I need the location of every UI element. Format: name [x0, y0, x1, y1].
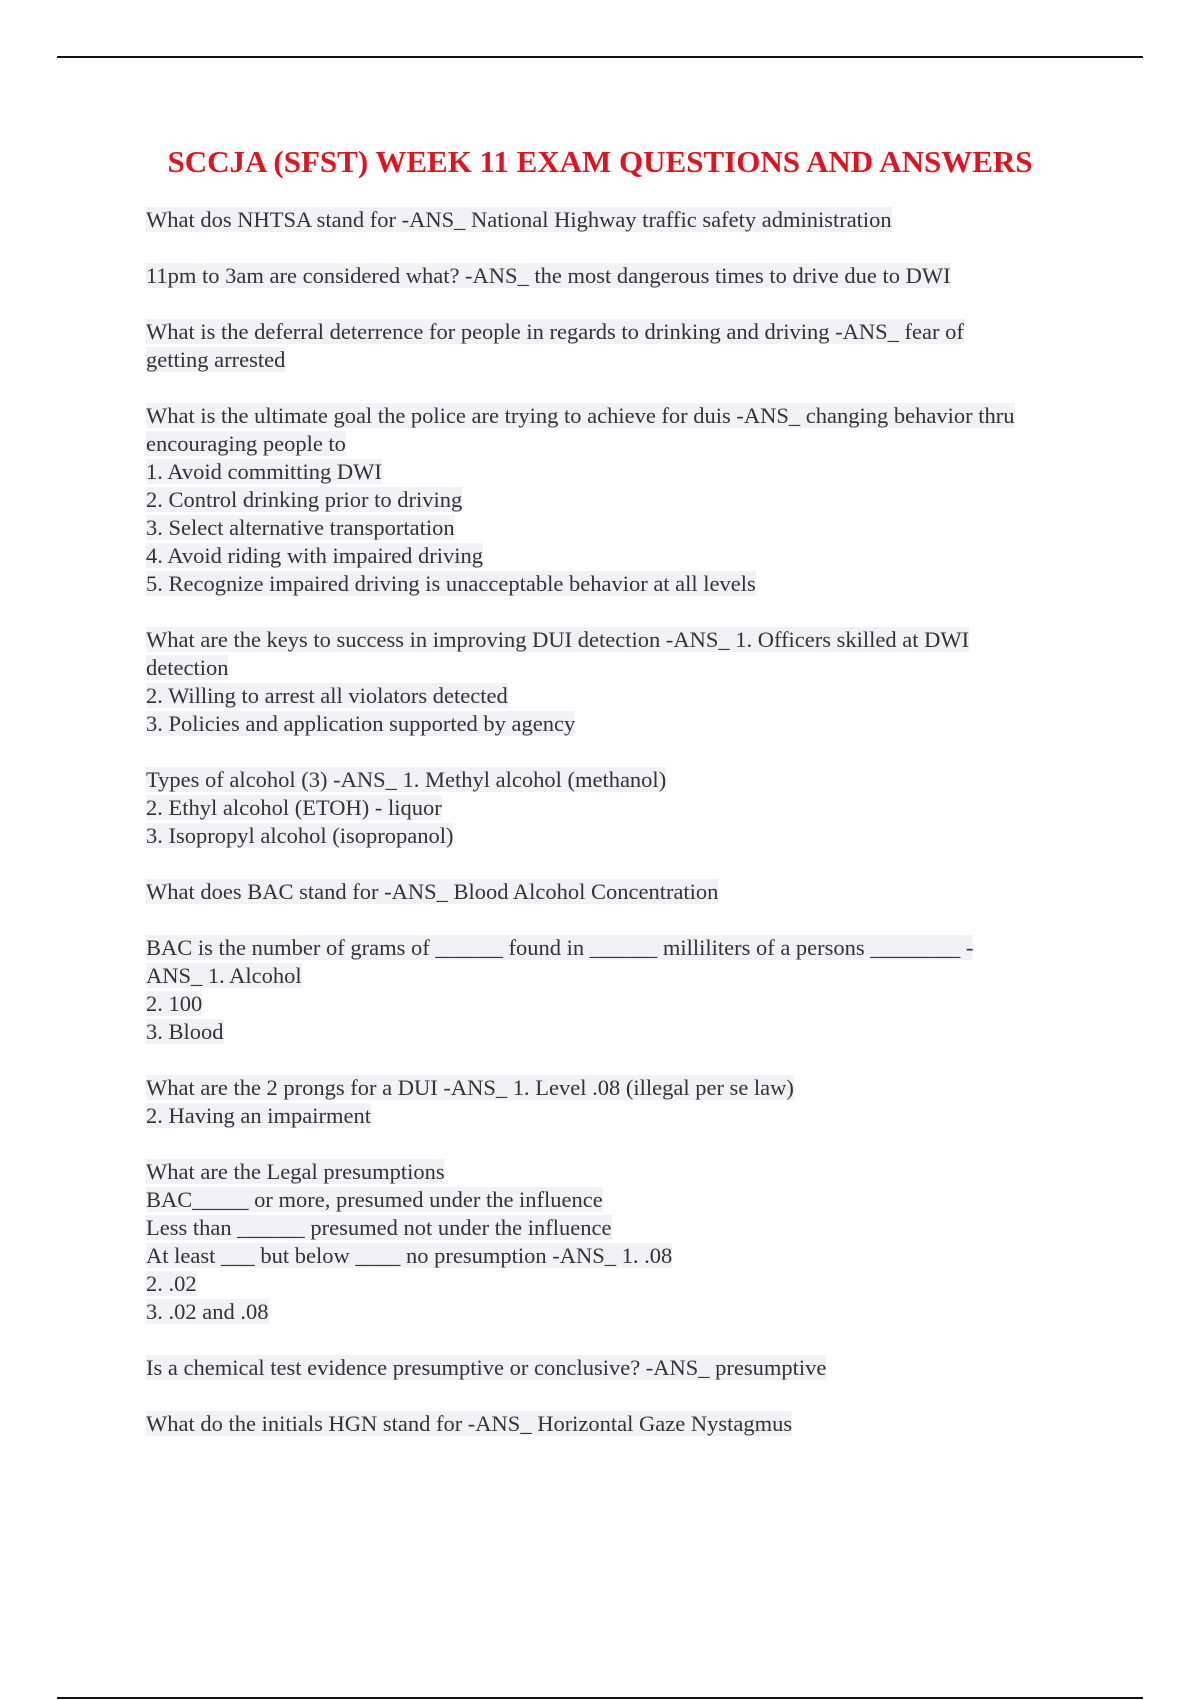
- qa-line-text: Is a chemical test evidence presumptive or conclusive? -ANS_ presumptive: [146, 1355, 827, 1380]
- qa-item: [146, 626, 1096, 738]
- qa-item: [146, 402, 1096, 598]
- qa-line: [146, 1186, 1096, 1214]
- qa-line: [146, 934, 1096, 962]
- qa-line-text: 1. Avoid committing DWI: [146, 459, 382, 484]
- qa-line: [146, 570, 1096, 598]
- qa-line: [146, 1074, 1096, 1102]
- qa-line-text: 3. Policies and application supported by agency: [146, 711, 576, 736]
- qa-line-text: What are the Legal presumptions: [146, 1159, 445, 1184]
- qa-line-text: Types of alcohol (3) -ANS_ 1. Methyl alcohol (methanol): [146, 767, 667, 792]
- qa-item: [146, 1074, 1096, 1130]
- qa-line: [146, 514, 1096, 542]
- qa-list: [146, 206, 1096, 1466]
- qa-line-text: At least ___ but below ____ no presumption -ANS_ 1. .08: [146, 1243, 673, 1268]
- bottom-rule: [57, 1697, 1143, 1699]
- qa-line-text: Less than ______ presumed not under the influence: [146, 1215, 612, 1240]
- qa-line: [146, 990, 1096, 1018]
- qa-line: [146, 1410, 1096, 1438]
- qa-line-text: 3. .02 and .08: [146, 1299, 269, 1324]
- qa-item: [146, 1354, 1096, 1382]
- qa-line-text: 2. Control drinking prior to driving: [146, 487, 463, 512]
- qa-line-text: BAC_____ or more, presumed under the influence: [146, 1187, 603, 1212]
- qa-line: [146, 206, 1096, 234]
- qa-line-text: BAC is the number of grams of ______ found in ______ milliliters of a persons ________ -: [146, 935, 974, 960]
- qa-line-text: 2. Having an impairment: [146, 1103, 371, 1128]
- qa-item: [146, 1410, 1096, 1438]
- qa-line: [146, 1298, 1096, 1326]
- qa-line: [146, 486, 1096, 514]
- page-title: SCCJA (SFST) WEEK 11 EXAM QUESTIONS AND ANSWERS: [167, 144, 1033, 179]
- qa-line: [146, 794, 1096, 822]
- qa-line-text: What are the keys to success in improving DUI detection -ANS_ 1. Officers skilled at DWI: [146, 627, 970, 652]
- qa-line-text: 2. .02: [146, 1271, 197, 1296]
- qa-line-text: getting arrested: [146, 347, 286, 372]
- qa-line-text: 2. 100: [146, 991, 203, 1016]
- qa-line: [146, 766, 1096, 794]
- qa-line-text: 5. Recognize impaired driving is unacceptable behavior at all levels: [146, 571, 756, 596]
- qa-line: [146, 458, 1096, 486]
- qa-line: [146, 1354, 1096, 1382]
- qa-item: [146, 1158, 1096, 1326]
- qa-line-text: 2. Ethyl alcohol (ETOH) - liquor: [146, 795, 442, 820]
- qa-line: [146, 346, 1096, 374]
- qa-line-text: 4. Avoid riding with impaired driving: [146, 543, 484, 568]
- qa-line: [146, 1242, 1096, 1270]
- qa-line-text: What are the 2 prongs for a DUI -ANS_ 1. Level .08 (illegal per se law): [146, 1075, 794, 1100]
- qa-line: [146, 1270, 1096, 1298]
- qa-line: [146, 262, 1096, 290]
- qa-line-text: 11pm to 3am are considered what? -ANS_ the most dangerous times to drive due to DWI: [146, 263, 951, 288]
- qa-line-text: 2. Willing to arrest all violators detected: [146, 683, 508, 708]
- qa-line-text: What do the initials HGN stand for -ANS_ Horizontal Gaze Nystagmus: [146, 1411, 793, 1436]
- qa-line: [146, 402, 1096, 430]
- qa-line-text: ANS_ 1. Alcohol: [146, 963, 302, 988]
- top-rule: [57, 56, 1143, 58]
- qa-line: [146, 962, 1096, 990]
- qa-line: [146, 878, 1096, 906]
- qa-item: [146, 318, 1096, 374]
- qa-line: [146, 1214, 1096, 1242]
- qa-line: [146, 682, 1096, 710]
- qa-line: [146, 1158, 1096, 1186]
- qa-line: [146, 822, 1096, 850]
- qa-line: [146, 1018, 1096, 1046]
- qa-item: [146, 206, 1096, 234]
- qa-line-text: What is the ultimate goal the police are trying to achieve for duis -ANS_ changing behavior thru: [146, 403, 1015, 428]
- qa-line: [146, 1102, 1096, 1130]
- qa-line: [146, 626, 1096, 654]
- qa-line-text: encouraging people to: [146, 431, 346, 456]
- qa-line-text: What is the deferral deterrence for people in regards to drinking and driving -ANS_ fear of: [146, 319, 964, 344]
- qa-line-text: 3. Blood: [146, 1019, 224, 1044]
- qa-item: [146, 878, 1096, 906]
- qa-item: [146, 766, 1096, 850]
- qa-item: [146, 262, 1096, 290]
- qa-line: [146, 318, 1096, 346]
- qa-line-text: detection: [146, 655, 229, 680]
- qa-line: [146, 430, 1096, 458]
- qa-line-text: What dos NHTSA stand for -ANS_ National Highway traffic safety administration: [146, 207, 892, 232]
- qa-line-text: What does BAC stand for -ANS_ Blood Alcohol Concentration: [146, 879, 719, 904]
- qa-line: [146, 542, 1096, 570]
- qa-item: [146, 934, 1096, 1046]
- qa-line-text: 3. Select alternative transportation: [146, 515, 455, 540]
- qa-line-text: 3. Isopropyl alcohol (isopropanol): [146, 823, 454, 848]
- qa-line: [146, 654, 1096, 682]
- qa-line: [146, 710, 1096, 738]
